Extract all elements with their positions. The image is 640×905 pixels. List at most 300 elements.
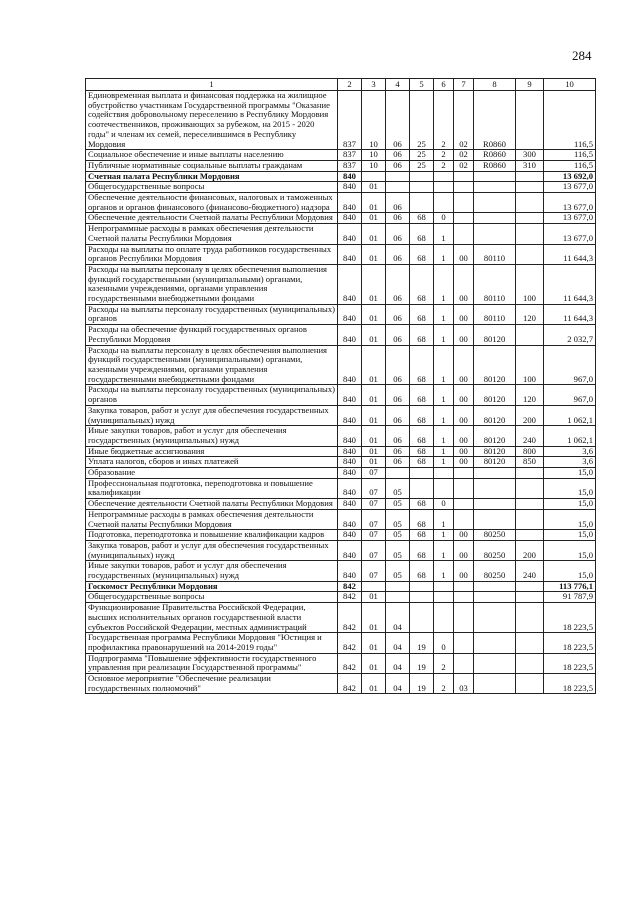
table-cell — [516, 213, 544, 224]
table-cell: 837 — [338, 160, 362, 171]
table-cell: 15,0 — [544, 530, 596, 541]
table-cell — [474, 478, 516, 498]
table-cell — [454, 633, 474, 653]
table-cell: 00 — [454, 426, 474, 446]
table-cell: 18 223,5 — [544, 674, 596, 694]
table-cell — [386, 468, 410, 479]
table-cell: 00 — [454, 540, 474, 560]
table-cell: 15,0 — [544, 540, 596, 560]
table-cell — [454, 499, 474, 510]
table-cell: 1 — [434, 530, 454, 541]
row-label: Иные закупки товаров, работ и услуг для обеспечения государственных (муниципальных) нужд — [86, 561, 338, 581]
table-cell: 1 — [434, 385, 454, 405]
table-cell — [516, 674, 544, 694]
table-cell — [454, 224, 474, 244]
column-header: 6 — [434, 79, 454, 91]
table-cell: 840 — [338, 193, 362, 213]
table-cell: 01 — [362, 345, 386, 385]
row-label: Обеспечение деятельности Счетной палаты Республики Мордовия — [86, 499, 338, 510]
table-cell: 68 — [410, 499, 434, 510]
column-header: 2 — [338, 79, 362, 91]
table-cell: 80110 — [474, 264, 516, 304]
table-cell: 06 — [386, 325, 410, 345]
table-cell: 842 — [338, 653, 362, 673]
table-row — [86, 345, 596, 385]
table-cell — [386, 581, 410, 592]
table-cell: 840 — [338, 426, 362, 446]
table-cell — [434, 468, 454, 479]
table-cell — [516, 325, 544, 345]
row-label: Подготовка, переподготовка и повышение квалификации кадров — [86, 530, 338, 541]
table-cell — [474, 603, 516, 633]
table-cell: 07 — [362, 499, 386, 510]
table-cell — [454, 592, 474, 603]
table-cell: 68 — [410, 213, 434, 224]
row-label: Непрограммные расходы в рамках обеспечения деятельности Счетной палаты Республики Мордовия — [86, 224, 338, 244]
table-cell — [474, 468, 516, 479]
table-cell: 68 — [410, 446, 434, 457]
table-cell: 68 — [410, 224, 434, 244]
table-cell: 1 — [434, 540, 454, 560]
table-row — [86, 446, 596, 457]
table-row — [86, 171, 596, 182]
table-cell — [454, 468, 474, 479]
table-cell: 840 — [338, 213, 362, 224]
column-header: 10 — [544, 79, 596, 91]
table-cell: 13 677,0 — [544, 182, 596, 193]
table-cell: 68 — [410, 244, 434, 264]
table-cell: 2 — [434, 160, 454, 171]
column-header: 7 — [454, 79, 474, 91]
table-row — [86, 325, 596, 345]
table-cell — [474, 674, 516, 694]
table-cell: 68 — [410, 345, 434, 385]
table-row — [86, 193, 596, 213]
table-cell: 1 062,1 — [544, 426, 596, 446]
table-cell: 13 677,0 — [544, 193, 596, 213]
table-cell: 07 — [362, 561, 386, 581]
table-cell: 05 — [386, 509, 410, 529]
table-cell: 100 — [516, 345, 544, 385]
table-cell — [386, 592, 410, 603]
table-row — [86, 468, 596, 479]
table-cell: 840 — [338, 171, 362, 182]
table-cell: 3,6 — [544, 457, 596, 468]
table-cell: 13 677,0 — [544, 213, 596, 224]
table-cell: 68 — [410, 509, 434, 529]
table-cell: 06 — [386, 264, 410, 304]
table-row — [86, 540, 596, 560]
table-cell: 11 644,3 — [544, 264, 596, 304]
table-cell: 1 062,1 — [544, 405, 596, 425]
table-cell: 840 — [338, 345, 362, 385]
table-cell — [516, 603, 544, 633]
table-cell: 13 677,0 — [544, 224, 596, 244]
table-cell: 06 — [386, 193, 410, 213]
table-cell: 967,0 — [544, 385, 596, 405]
table-cell: 19 — [410, 674, 434, 694]
table-cell: 11 644,3 — [544, 244, 596, 264]
row-label: Общегосударственные вопросы — [86, 592, 338, 603]
table-cell — [516, 653, 544, 673]
table-cell: 06 — [386, 160, 410, 171]
table-cell — [454, 193, 474, 213]
table-cell: 11 644,3 — [544, 304, 596, 324]
table-cell: 2 — [434, 91, 454, 150]
column-header: 4 — [386, 79, 410, 91]
table-cell: 113 776,1 — [544, 581, 596, 592]
table-cell — [474, 182, 516, 193]
table-cell: 06 — [386, 405, 410, 425]
table-cell: 01 — [362, 182, 386, 193]
table-cell — [454, 213, 474, 224]
table-cell: 06 — [386, 213, 410, 224]
table-cell: 840 — [338, 224, 362, 244]
row-label: Расходы на выплаты персоналу государственных (муниципальных) органов — [86, 385, 338, 405]
table-cell — [516, 530, 544, 541]
table-cell: 00 — [454, 405, 474, 425]
table-cell: 25 — [410, 160, 434, 171]
table-cell: 840 — [338, 385, 362, 405]
table-cell — [516, 193, 544, 213]
table-cell: 06 — [386, 446, 410, 457]
table-row — [86, 603, 596, 633]
row-label: Иные бюджетные ассигнования — [86, 446, 338, 457]
table-cell: 00 — [454, 446, 474, 457]
table-cell — [454, 581, 474, 592]
table-cell — [454, 478, 474, 498]
table-cell: 1 — [434, 426, 454, 446]
table-cell: 1 — [434, 457, 454, 468]
table-cell — [362, 581, 386, 592]
table-cell: 06 — [386, 457, 410, 468]
table-cell: 06 — [386, 385, 410, 405]
table-row — [86, 304, 596, 324]
table-cell: 15,0 — [544, 468, 596, 479]
table-cell: 837 — [338, 150, 362, 161]
table-cell: 2 032,7 — [544, 325, 596, 345]
table-cell: 06 — [386, 150, 410, 161]
table-cell: 1 — [434, 264, 454, 304]
table-row — [86, 499, 596, 510]
table-row — [86, 426, 596, 446]
table-cell: 1 — [434, 446, 454, 457]
table-cell: 840 — [338, 264, 362, 304]
table-cell: 07 — [362, 530, 386, 541]
table-cell: 05 — [386, 478, 410, 498]
table-cell: 1 — [434, 561, 454, 581]
table-cell: 68 — [410, 561, 434, 581]
table-cell — [410, 182, 434, 193]
table-cell: 0 — [434, 213, 454, 224]
table-cell: 310 — [516, 160, 544, 171]
table-cell — [516, 509, 544, 529]
table-cell — [434, 603, 454, 633]
table-cell: 840 — [338, 561, 362, 581]
table-cell — [474, 509, 516, 529]
budget-table — [85, 78, 596, 694]
table-cell: 840 — [338, 540, 362, 560]
table-cell: 840 — [338, 244, 362, 264]
table-cell: 240 — [516, 561, 544, 581]
table-cell: R0860 — [474, 150, 516, 161]
table-cell: 3,6 — [544, 446, 596, 457]
table-cell — [434, 171, 454, 182]
table-cell: 00 — [454, 385, 474, 405]
table-cell: 80250 — [474, 540, 516, 560]
table-cell: 01 — [362, 304, 386, 324]
table-cell: 116,5 — [544, 160, 596, 171]
table-cell — [454, 509, 474, 529]
table-cell: 05 — [386, 530, 410, 541]
table-cell: 25 — [410, 91, 434, 150]
table-cell — [474, 633, 516, 653]
table-cell: 80120 — [474, 345, 516, 385]
table-cell: 840 — [338, 304, 362, 324]
row-label: Расходы на выплаты персоналу в целях обеспечения выполнения функций государственными (муниципальными) органами, казенными учреждениями, органами управления государственными внебюджетными фондами — [86, 264, 338, 304]
row-label: Уплата налогов, сборов и иных платежей — [86, 457, 338, 468]
table-cell: 00 — [454, 325, 474, 345]
table-cell: 15,0 — [544, 499, 596, 510]
table-cell: 2 — [434, 150, 454, 161]
table-cell: 04 — [386, 633, 410, 653]
table-cell: 02 — [454, 160, 474, 171]
table-cell: 00 — [454, 264, 474, 304]
table-cell: 840 — [338, 509, 362, 529]
table-cell: 02 — [454, 91, 474, 150]
column-header: 9 — [516, 79, 544, 91]
table-row — [86, 150, 596, 161]
table-cell — [474, 171, 516, 182]
row-label: Непрограммные расходы в рамках обеспечения деятельности Счетной палаты Республики Мордовия — [86, 509, 338, 529]
table-cell: 68 — [410, 540, 434, 560]
row-label: Закупка товаров, работ и услуг для обеспечения государственных (муниципальных) нужд — [86, 540, 338, 560]
table-cell: 01 — [362, 426, 386, 446]
table-cell — [434, 581, 454, 592]
table-cell — [362, 171, 386, 182]
table-cell: 01 — [362, 264, 386, 304]
table-cell: 06 — [386, 304, 410, 324]
table-cell: 840 — [338, 182, 362, 193]
table-cell: 840 — [338, 468, 362, 479]
table-cell: 0 — [434, 633, 454, 653]
table-cell: 01 — [362, 213, 386, 224]
table-body — [86, 91, 596, 694]
table-cell: 842 — [338, 603, 362, 633]
table-cell: 200 — [516, 540, 544, 560]
table-cell: 68 — [410, 325, 434, 345]
table-row — [86, 91, 596, 150]
column-header: 5 — [410, 79, 434, 91]
row-label: Иные закупки товаров, работ и услуг для обеспечения государственных (муниципальных) нужд — [86, 426, 338, 446]
table-cell: 116,5 — [544, 150, 596, 161]
table-row — [86, 160, 596, 171]
table-cell: 800 — [516, 446, 544, 457]
table-row — [86, 405, 596, 425]
table-cell: 01 — [362, 592, 386, 603]
table-cell: 840 — [338, 325, 362, 345]
table-cell — [516, 581, 544, 592]
table-cell — [474, 592, 516, 603]
row-label: Единовременная выплата и финансовая поддержка на жилищное обустройство участникам Государственной программы "Оказание содействия добровольному переселению в Республику Мордовия соотечественников, проживающих за рубежом, на 2015 - 2020 годы" и членам их семей, переселившимся в Республику Мордовия — [86, 91, 338, 150]
table-cell: 1 — [434, 345, 454, 385]
table-cell: 18 223,5 — [544, 633, 596, 653]
table-cell: 68 — [410, 426, 434, 446]
table-cell: 68 — [410, 530, 434, 541]
table-cell: 00 — [454, 345, 474, 385]
table-cell: 00 — [454, 304, 474, 324]
table-cell: 1 — [434, 509, 454, 529]
table-cell: 840 — [338, 446, 362, 457]
column-header: 1 — [86, 79, 338, 91]
table-row — [86, 530, 596, 541]
row-label: Обеспечение деятельности Счетной палаты Республики Мордовия — [86, 213, 338, 224]
table-cell: 01 — [362, 446, 386, 457]
table-cell: 80120 — [474, 446, 516, 457]
table-cell: 840 — [338, 499, 362, 510]
table-row — [86, 244, 596, 264]
table-cell: 1 — [434, 405, 454, 425]
table-cell — [410, 592, 434, 603]
table-cell: 18 223,5 — [544, 653, 596, 673]
table-cell: 04 — [386, 674, 410, 694]
table-row — [86, 592, 596, 603]
table-cell: 06 — [386, 91, 410, 150]
table-cell: 80120 — [474, 385, 516, 405]
table-cell — [474, 224, 516, 244]
table-cell: 05 — [386, 499, 410, 510]
table-cell — [516, 468, 544, 479]
table-cell: 68 — [410, 264, 434, 304]
table-row — [86, 561, 596, 581]
table-row — [86, 509, 596, 529]
table-cell — [516, 182, 544, 193]
table-cell: 1 — [434, 304, 454, 324]
table-cell — [474, 653, 516, 673]
table-cell — [516, 171, 544, 182]
row-label: Общегосударственные вопросы — [86, 182, 338, 193]
table-cell: 06 — [386, 244, 410, 264]
table-cell: 850 — [516, 457, 544, 468]
table-cell: 19 — [410, 633, 434, 653]
table-cell: 68 — [410, 304, 434, 324]
row-label: Счетная палата Республики Мордовия — [86, 171, 338, 182]
row-label: Расходы на выплаты персоналу в целях обеспечения выполнения функций государственными (муниципальными) органами, казенными учреждениями, органами управления государственными внебюджетными фондами — [86, 345, 338, 385]
table-cell — [516, 499, 544, 510]
table-cell: 25 — [410, 150, 434, 161]
table-cell: 840 — [338, 530, 362, 541]
table-row — [86, 653, 596, 673]
table-cell — [454, 182, 474, 193]
table-cell — [474, 499, 516, 510]
table-cell — [454, 653, 474, 673]
table-cell — [410, 468, 434, 479]
table-cell: 1 — [434, 244, 454, 264]
table-cell: 01 — [362, 633, 386, 653]
table-cell — [386, 171, 410, 182]
table-cell — [434, 592, 454, 603]
table-cell — [434, 478, 454, 498]
table-row — [86, 674, 596, 694]
table-cell — [516, 478, 544, 498]
table-cell — [454, 171, 474, 182]
table-cell: 00 — [454, 530, 474, 541]
table-cell: 842 — [338, 633, 362, 653]
table-cell: 80110 — [474, 244, 516, 264]
table-cell: 240 — [516, 426, 544, 446]
table-cell: 967,0 — [544, 345, 596, 385]
table-cell: 80120 — [474, 457, 516, 468]
table-cell: 19 — [410, 653, 434, 673]
row-label: Функционирование Правительства Российской Федерации, высших исполнительных органов государственной власти субъектов Российской Федерации, местных администраций — [86, 603, 338, 633]
table-cell: 13 692,0 — [544, 171, 596, 182]
row-label: Госкомост Республики Мордовия — [86, 581, 338, 592]
table-cell: 842 — [338, 674, 362, 694]
table-cell: 01 — [362, 385, 386, 405]
row-label: Расходы на обеспечение функций государственных органов Республики Мордовия — [86, 325, 338, 345]
table-row — [86, 581, 596, 592]
table-cell: 00 — [454, 457, 474, 468]
table-cell: 116,5 — [544, 91, 596, 150]
row-label: Обеспечение деятельности финансовых, налоговых и таможенных органов и органов финансового (финансово-бюджетного) надзора — [86, 193, 338, 213]
table-cell — [516, 592, 544, 603]
table-cell: 01 — [362, 457, 386, 468]
table-cell: 00 — [454, 561, 474, 581]
column-header: 8 — [474, 79, 516, 91]
table-cell: 80250 — [474, 561, 516, 581]
table-cell: 01 — [362, 325, 386, 345]
table-cell: 837 — [338, 91, 362, 150]
table-cell: R0860 — [474, 160, 516, 171]
table-cell: 04 — [386, 603, 410, 633]
table-cell: 15,0 — [544, 561, 596, 581]
page-number: 284 — [572, 48, 592, 63]
table-cell: 840 — [338, 405, 362, 425]
table-cell: 68 — [410, 457, 434, 468]
table-cell — [454, 603, 474, 633]
table-cell — [410, 603, 434, 633]
table-cell: 01 — [362, 224, 386, 244]
table-cell: 68 — [410, 385, 434, 405]
row-label: Публичные нормативные социальные выплаты гражданам — [86, 160, 338, 171]
table-cell — [474, 193, 516, 213]
table-cell — [434, 182, 454, 193]
table-row — [86, 224, 596, 244]
table-cell: 10 — [362, 160, 386, 171]
table-cell: 06 — [386, 224, 410, 244]
header-row — [86, 79, 596, 91]
table-row — [86, 213, 596, 224]
table-cell: 68 — [410, 405, 434, 425]
table-cell: 1 — [434, 325, 454, 345]
table-row — [86, 264, 596, 304]
row-label: Социальное обеспечение и иные выплаты населению — [86, 150, 338, 161]
table-row — [86, 457, 596, 468]
table-cell: 01 — [362, 653, 386, 673]
table-cell: 80120 — [474, 325, 516, 345]
table-cell — [474, 581, 516, 592]
table-cell — [516, 224, 544, 244]
table-cell: 05 — [386, 561, 410, 581]
table-cell: 01 — [362, 244, 386, 264]
table-cell: 07 — [362, 468, 386, 479]
table-cell: 840 — [338, 478, 362, 498]
table-cell: 06 — [386, 345, 410, 385]
table-cell: 10 — [362, 150, 386, 161]
table-cell: 07 — [362, 478, 386, 498]
table-cell — [516, 91, 544, 150]
table-cell: R0860 — [474, 91, 516, 150]
